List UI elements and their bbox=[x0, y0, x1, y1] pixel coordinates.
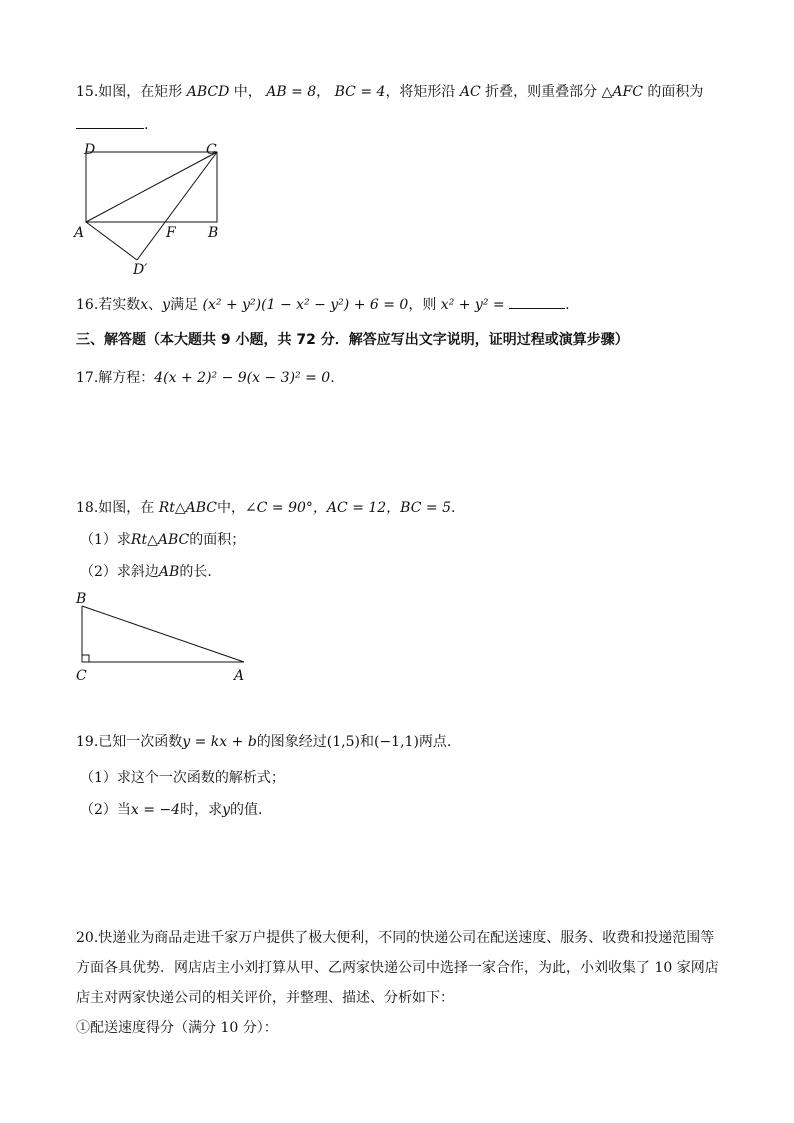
q18-part2-text: （2）求斜边 bbox=[80, 564, 159, 580]
q15-label-d: D bbox=[84, 142, 96, 158]
q19-part1: （1）求这个一次函数的解析式； bbox=[80, 770, 285, 786]
q19-part2-text-c: 的值. bbox=[230, 802, 263, 818]
q15-bc: BC = 4 bbox=[334, 84, 386, 100]
q18-label-b: B bbox=[76, 591, 87, 607]
q19-text: 已知一次函数 bbox=[98, 734, 183, 750]
q15-text-c: ，将矩形沿 bbox=[385, 84, 456, 100]
q16-text-b: 满足 bbox=[170, 297, 199, 313]
q16-text: 若实数 bbox=[98, 297, 141, 313]
q15-triangle: △AFC bbox=[601, 84, 643, 100]
q19-part2-text: （2）当 bbox=[80, 802, 131, 818]
q19-point-1: (1,5) bbox=[326, 734, 360, 750]
q16-equation: (x² + y²)(1 − x² − y²) + 6 = 0 bbox=[202, 297, 409, 313]
q16-number: 16. bbox=[76, 297, 99, 313]
q18-conditions: ∠C = 90°，AC = 12，BC = 5 bbox=[245, 500, 451, 516]
q15-ab: AB = 8 bbox=[266, 84, 317, 100]
q15-rect-name: ABCD bbox=[186, 84, 230, 100]
q15-answer-line bbox=[76, 114, 148, 135]
q17-number: 17. bbox=[76, 370, 99, 386]
q16-var-y: y bbox=[162, 297, 171, 313]
q16-line bbox=[76, 294, 570, 315]
q15-period: . bbox=[144, 117, 149, 133]
q15-text-b: 中， bbox=[233, 84, 262, 100]
q18-part1-triangle: Rt△ABC bbox=[130, 532, 190, 548]
q19-text-c: 和 bbox=[359, 734, 374, 750]
q20-line-2: 方面各具优势．网店店主小刘打算从甲、乙两家快递公司中选择一家合作，为此，小刘收集了 10 家网店 bbox=[76, 960, 719, 976]
q16-text-c: ，则 bbox=[408, 297, 437, 313]
q17-period: . bbox=[330, 370, 335, 386]
q15-text-e: 的面积为 bbox=[647, 84, 704, 100]
q18-part2-end: 的长. bbox=[179, 564, 212, 580]
q15-text: 如图，在矩形 bbox=[98, 84, 183, 100]
q19-text-b: 的图象经过 bbox=[256, 734, 327, 750]
q18-label-a: A bbox=[234, 668, 245, 684]
q17-equation: 4(x + 2)² − 9(x − 3)² = 0 bbox=[154, 370, 331, 386]
q18-part2-segment: AB bbox=[158, 564, 180, 580]
q20-line-1: 20.快递业为商品走进千家万户提供了极大便利，不同的快递公司在配送速度、服务、收费和投递范围等 bbox=[76, 930, 715, 946]
q15-fold-line: AC bbox=[459, 84, 481, 100]
q15-number: 15. bbox=[76, 84, 99, 100]
q19-part2-y: y bbox=[222, 802, 231, 818]
q15-label-f: F bbox=[166, 225, 176, 241]
q15-label-c: C bbox=[206, 142, 217, 158]
q18-part1 bbox=[80, 530, 245, 550]
q15-rectangle-figure bbox=[70, 140, 240, 280]
q18-line bbox=[76, 498, 455, 518]
q16-ask: x² + y² = bbox=[440, 297, 505, 313]
q15-label-a: A bbox=[74, 225, 85, 241]
section-3-heading: 三、解答题（本大题共 9 小题，共 72 分．解答应写出文字说明，证明过程或演算步骤） bbox=[76, 332, 629, 348]
q18-part1-end: 的面积； bbox=[189, 532, 246, 548]
q18-part1-text: （1）求 bbox=[80, 532, 131, 548]
q19-number: 19. bbox=[76, 734, 99, 750]
q18-triangle-figure bbox=[70, 588, 260, 684]
q15-line bbox=[76, 82, 703, 102]
q19-function: y = kx + b bbox=[182, 734, 257, 750]
q15-text-d: 折叠，则重叠部分 bbox=[485, 84, 598, 100]
q15-answer-blank[interactable] bbox=[76, 114, 144, 129]
q19-part2 bbox=[80, 800, 262, 820]
q15-label-b: B bbox=[208, 225, 219, 241]
q19-part2-x: x = −4 bbox=[130, 802, 181, 818]
q18-period: . bbox=[450, 500, 456, 516]
q17-text: 解方程： bbox=[98, 370, 155, 386]
q16-var-x: x bbox=[140, 297, 149, 313]
q18-label-c: C bbox=[76, 668, 87, 684]
q20-line-3: 店主对两家快递公司的相关评价，并整理、描述、分析如下： bbox=[76, 990, 454, 1006]
q16-answer-blank[interactable] bbox=[509, 294, 565, 309]
q16-sep: 、 bbox=[148, 297, 163, 313]
q19-part2-text-b: 时，求 bbox=[180, 802, 223, 818]
q18-text-b: 中， bbox=[217, 500, 246, 516]
q18-triangle: Rt△ABC bbox=[158, 500, 218, 516]
q20-line-4: ①配送速度得分（满分 10 分）： bbox=[76, 1020, 278, 1036]
q15-label-dprime: D′ bbox=[133, 262, 148, 278]
q18-text: 如图，在 bbox=[98, 500, 155, 516]
q18-number: 18. bbox=[76, 500, 99, 516]
q19-line bbox=[76, 732, 451, 752]
q16-period: . bbox=[565, 297, 570, 313]
q15-comma: ， bbox=[316, 84, 331, 100]
q19-point-2: (−1,1) bbox=[373, 734, 419, 750]
q17-line bbox=[76, 368, 335, 388]
q18-part2 bbox=[80, 562, 212, 582]
q19-text-d: 两点. bbox=[418, 734, 452, 750]
